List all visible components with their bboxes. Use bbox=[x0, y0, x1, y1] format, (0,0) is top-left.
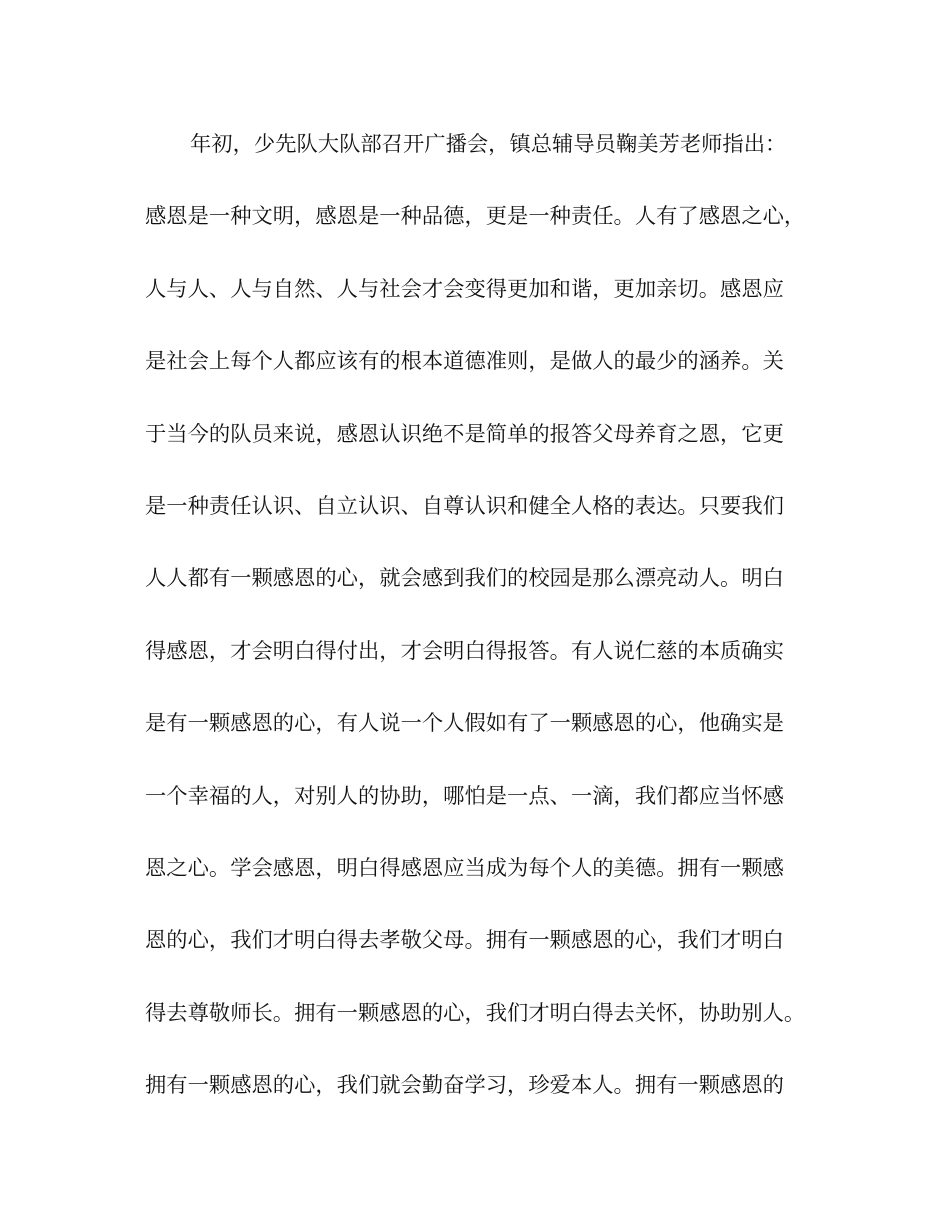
paragraph-line: 人人都有一颗感恩的心，就会感到我们的校园是那么漂亮动人。明白 bbox=[145, 566, 784, 592]
paragraph-line: 于当今的队员来说，感恩认识绝不是简单的报答父母养育之恩，它更 bbox=[145, 421, 784, 447]
body-paragraph bbox=[145, 109, 835, 1122]
paragraph-line: 人与人、人与自然、人与社会才会变得更加和谐，更加亲切。感恩应 bbox=[145, 276, 784, 302]
paragraph-line: 恩之心。学会感恩，明白得感恩应当成为每个人的美德。拥有一颗感 bbox=[145, 855, 784, 881]
paragraph-line: 年初，少先队大队部召开广播会，镇总辅导员鞠美芳老师指出： bbox=[190, 132, 787, 157]
paragraph-line: 是社会上每个人都应该有的根本道德准则，是做人的最少的涵养。关 bbox=[145, 349, 784, 375]
paragraph-line: 拥有一颗感恩的心，我们就会勤奋学习，珍爱本人。拥有一颗感恩的 bbox=[145, 1073, 784, 1099]
paragraph-line: 是一种责任认识、自立认识、自尊认识和健全人格的表达。只要我们 bbox=[145, 493, 784, 519]
paragraph-line: 感恩是一种文明，感恩是一种品德，更是一种责任。人有了感恩之心， bbox=[145, 204, 806, 230]
paragraph-line: 恩的心，我们才明白得去孝敬父母。拥有一颗感恩的心，我们才明白 bbox=[145, 928, 784, 954]
paragraph-line: 得去尊敬师长。拥有一颗感恩的心，我们才明白得去关怀，协助别人。 bbox=[145, 1000, 806, 1026]
paragraph-line: 一个幸福的人，对别人的协助，哪怕是一点、一滴，我们都应当怀感 bbox=[145, 783, 784, 809]
paragraph-line: 是有一颗感恩的心，有人说一个人假如有了一颗感恩的心，他确实是 bbox=[145, 711, 784, 737]
paragraph-line: 得感恩，才会明白得付出，才会明白得报答。有人说仁慈的本质确实 bbox=[145, 638, 784, 664]
